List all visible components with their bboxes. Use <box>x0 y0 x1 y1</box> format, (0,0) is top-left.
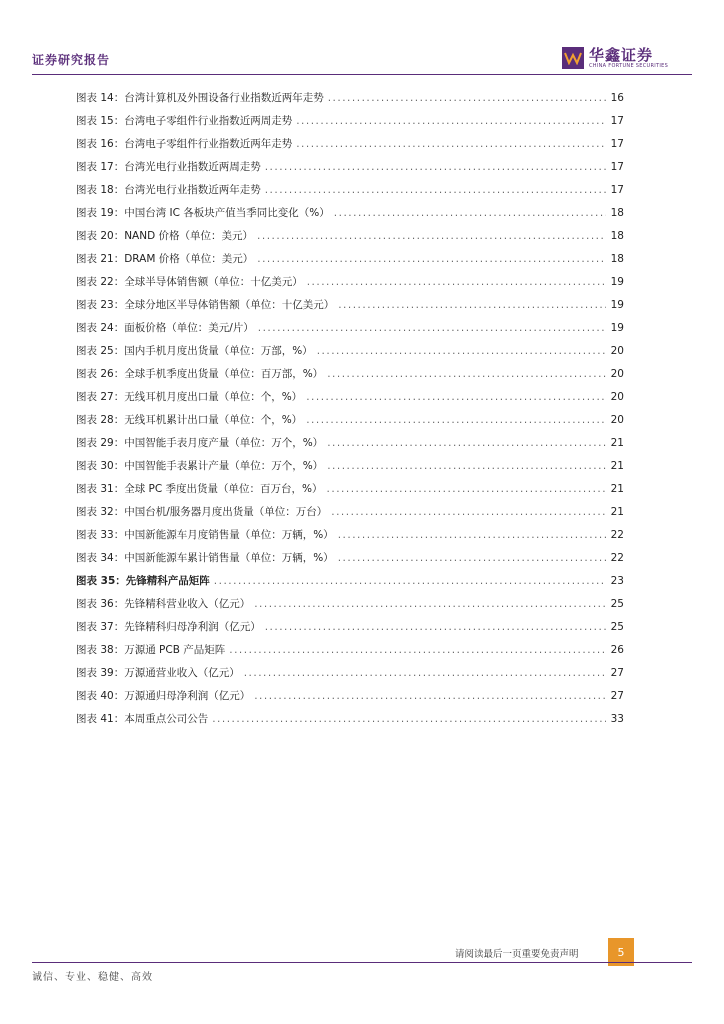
toc-entry-label: 图表 15：台湾电子零组件行业指数近两周走势 <box>76 115 293 127</box>
page-number-badge: 5 <box>608 938 634 966</box>
toc-entry[interactable] <box>76 389 624 412</box>
toc-entry-label: 图表 23：全球分地区半导体销售额（单位：十亿美元） <box>76 299 335 311</box>
toc-dot-leader <box>257 230 606 242</box>
company-logo <box>562 47 668 69</box>
logo-name-cn: 华鑫证券 <box>589 46 654 64</box>
toc-entry-label: 图表 28：无线耳机累计出口量（单位：个，%） <box>76 414 303 426</box>
toc-entry-page: 18 <box>610 230 624 242</box>
toc-dot-leader <box>331 506 606 518</box>
toc-entry[interactable] <box>76 136 624 159</box>
toc-entry-page: 18 <box>610 253 624 265</box>
toc-dot-leader <box>306 391 606 403</box>
toc-entry[interactable] <box>76 297 624 320</box>
toc-entry-label: 图表 21：DRAM 价格（单位：美元） <box>76 253 254 265</box>
toc-entry-label: 图表 26：全球手机季度出货量（单位：百万部，%） <box>76 368 324 380</box>
footer-divider <box>32 962 692 963</box>
toc-entry-label: 图表 22：全球半导体销售额（单位：十亿美元） <box>76 276 303 288</box>
toc-entry-label: 图表 29：中国智能手表月度产量（单位：万个，%） <box>76 437 324 449</box>
toc-dot-leader <box>327 437 606 449</box>
toc-entry-page: 17 <box>610 138 624 150</box>
toc-entry-label: 图表 25：国内手机月度出货量（单位：万部，%） <box>76 345 313 357</box>
table-of-figures <box>76 90 624 734</box>
toc-dot-leader <box>306 414 606 426</box>
toc-entry[interactable] <box>76 481 624 504</box>
toc-entry-page: 20 <box>610 391 624 403</box>
toc-entry-label: 图表 32：中国台机/服务器月度出货量（单位：万台） <box>76 506 328 518</box>
toc-dot-leader <box>338 299 606 311</box>
toc-entry-page: 25 <box>610 621 624 633</box>
toc-dot-leader <box>265 621 606 633</box>
chinafortune-logo-icon <box>562 47 584 69</box>
toc-entry-page: 16 <box>610 92 624 104</box>
toc-dot-leader <box>254 690 606 702</box>
toc-dot-leader <box>338 529 606 541</box>
toc-entry-page: 17 <box>610 161 624 173</box>
toc-entry[interactable] <box>76 619 624 642</box>
toc-entry[interactable] <box>76 412 624 435</box>
toc-dot-leader <box>328 92 606 104</box>
toc-entry-page: 26 <box>610 644 624 656</box>
toc-dot-leader <box>307 276 606 288</box>
toc-entry-label: 图表 27：无线耳机月度出口量（单位：个，%） <box>76 391 303 403</box>
toc-dot-leader <box>296 138 606 150</box>
toc-entry-label: 图表 18：台湾光电行业指数近两年走势 <box>76 184 261 196</box>
toc-entry-label: 图表 36：先锋精科营业收入（亿元） <box>76 598 251 610</box>
toc-entry[interactable] <box>76 527 624 550</box>
toc-entry-label: 图表 39：万源通营业收入（亿元） <box>76 667 240 679</box>
toc-dot-leader <box>327 368 606 380</box>
toc-entry-page: 22 <box>610 529 624 541</box>
toc-entry-label: 图表 41：本周重点公司公告 <box>76 713 209 725</box>
toc-entry-page: 22 <box>610 552 624 564</box>
toc-entry[interactable] <box>76 159 624 182</box>
toc-entry[interactable] <box>76 711 624 734</box>
toc-entry-label: 图表 37：先锋精科归母净利润（亿元） <box>76 621 261 633</box>
toc-entry[interactable] <box>76 688 624 711</box>
toc-entry-page: 20 <box>610 414 624 426</box>
toc-dot-leader <box>244 667 606 679</box>
toc-entry[interactable] <box>76 90 624 113</box>
toc-entry-page: 21 <box>610 483 624 495</box>
logo-name-en: CHINA FORTUNE SECURITIES <box>589 63 669 69</box>
toc-entry[interactable] <box>76 596 624 619</box>
toc-entry-label: 图表 14：台湾计算机及外围设备行业指数近两年走势 <box>76 92 324 104</box>
toc-entry[interactable] <box>76 182 624 205</box>
toc-entry[interactable] <box>76 228 624 251</box>
toc-entry[interactable] <box>76 665 624 688</box>
toc-entry-label: 图表 40：万源通归母净利润（亿元） <box>76 690 251 702</box>
toc-entry-page: 20 <box>610 368 624 380</box>
toc-entry[interactable] <box>76 642 624 665</box>
toc-dot-leader <box>338 552 606 564</box>
toc-dot-leader <box>296 115 606 127</box>
toc-dot-leader <box>229 644 606 656</box>
toc-dot-leader <box>265 184 606 196</box>
toc-entry-label: 图表 24：面板价格（单位：美元/片） <box>76 322 254 334</box>
toc-dot-leader <box>254 598 606 610</box>
toc-dot-leader <box>327 460 606 472</box>
toc-entry-page: 19 <box>610 299 624 311</box>
toc-entry[interactable] <box>76 458 624 481</box>
toc-entry[interactable] <box>76 113 624 136</box>
toc-entry-page: 33 <box>610 713 624 725</box>
toc-entry-page: 20 <box>610 345 624 357</box>
toc-entry-page: 21 <box>610 460 624 472</box>
toc-entry-label: 图表 16：台湾电子零组件行业指数近两年走势 <box>76 138 293 150</box>
toc-dot-leader <box>265 161 606 173</box>
toc-entry-page: 19 <box>610 276 624 288</box>
toc-dot-leader <box>212 713 606 725</box>
toc-dot-leader <box>257 253 606 265</box>
toc-dot-leader <box>327 483 606 495</box>
toc-entry-page: 25 <box>610 598 624 610</box>
toc-entry[interactable] <box>76 366 624 389</box>
toc-entry-label: 图表 17：台湾光电行业指数近两周走势 <box>76 161 261 173</box>
toc-entry-page: 17 <box>610 115 624 127</box>
toc-dot-leader <box>214 575 606 587</box>
toc-dot-leader <box>334 207 606 219</box>
toc-entry[interactable] <box>76 504 624 527</box>
toc-entry[interactable] <box>76 205 624 228</box>
disclaimer-notice: 请阅读最后一页重要免责声明 <box>455 949 579 960</box>
toc-entry-label: 图表 34：中国新能源车累计销售量（单位：万辆，%） <box>76 552 334 564</box>
toc-entry-label: 图表 35：先锋精科产品矩阵 <box>76 575 210 587</box>
toc-entry-page: 17 <box>610 184 624 196</box>
toc-entry[interactable] <box>76 550 624 573</box>
toc-entry[interactable] <box>76 573 624 596</box>
toc-entry-page: 21 <box>610 437 624 449</box>
toc-entry-page: 21 <box>610 506 624 518</box>
toc-entry-page: 27 <box>610 667 624 679</box>
toc-entry-page: 23 <box>610 575 624 587</box>
report-type-title: 证券研究报告 <box>32 53 111 67</box>
header-divider <box>32 74 692 75</box>
company-motto: 诚信、专业、稳健、高效 <box>32 972 153 983</box>
toc-entry[interactable] <box>76 251 624 274</box>
toc-entry[interactable] <box>76 274 624 297</box>
toc-entry-page: 27 <box>610 690 624 702</box>
toc-entry-page: 18 <box>610 207 624 219</box>
toc-entry-label: 图表 19：中国台湾 IC 各板块产值当季同比变化（%） <box>76 207 330 219</box>
toc-entry-label: 图表 30：中国智能手表累计产量（单位：万个，%） <box>76 460 324 472</box>
toc-entry[interactable] <box>76 320 624 343</box>
toc-entry[interactable] <box>76 343 624 366</box>
toc-entry-page: 19 <box>610 322 624 334</box>
toc-entry-label: 图表 31：全球 PC 季度出货量（单位：百万台，%） <box>76 483 323 495</box>
toc-entry-label: 图表 33：中国新能源车月度销售量（单位：万辆，%） <box>76 529 334 541</box>
toc-dot-leader <box>317 345 606 357</box>
toc-entry[interactable] <box>76 435 624 458</box>
toc-entry-label: 图表 20：NAND 价格（单位：美元） <box>76 230 254 242</box>
toc-entry-label: 图表 38：万源通 PCB 产品矩阵 <box>76 644 226 656</box>
toc-dot-leader <box>258 322 606 334</box>
